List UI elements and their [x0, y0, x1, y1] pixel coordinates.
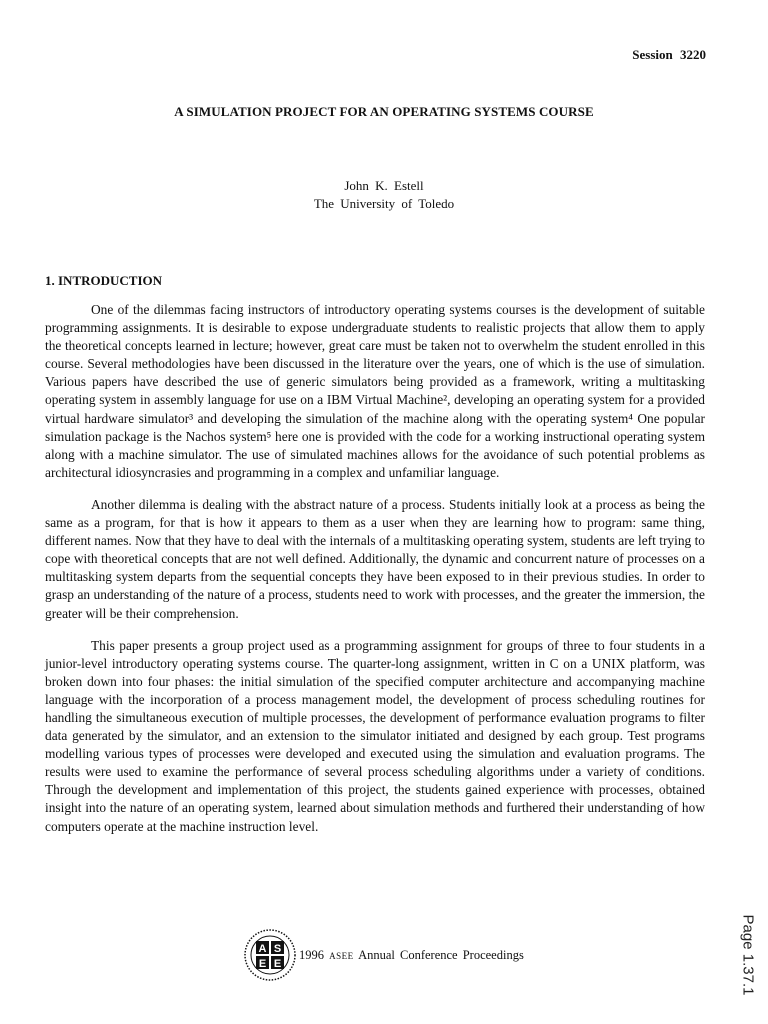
asee-seal-icon [243, 928, 297, 982]
paragraph: One of the dilemmas facing instructors of introductory operating systems courses is the development of suitable programming assignments. It is desirable to expose undergraduate students to realistic projects that allow them to apply the theoretical concepts learned in lecture; however, great care must be taken not to overwhelm the student enrolled in this course. Several methodologies have been discussed in the literature over the years, one of which is the use of simulation. Various papers have described the use of generic simulators being provided as a framework, writing a multitasking operating system in assembly language for use on a IBM Virtual Machine², developing an operating system for a provided virtual hardware simulator³ and developing the simulation of the machine along with the operating system⁴ One popular simulation package is the Nachos system⁵ here one is provided with the code for a working instructional operating system along with a machine simulator. The use of simulated machines allows for the avoidance of such potential problems as architectural idiosyncrasies and programming in a complex and unfamiliar language. [45, 302, 705, 480]
author-block [0, 177, 768, 213]
footer-proceedings: Annual Conference Proceedings [358, 947, 524, 962]
seal-letter: E [273, 958, 282, 970]
paper-title: A SIMULATION PROJECT FOR AN OPERATING SYSTEMS COURSE [174, 104, 594, 119]
section-heading: 1. INTRODUCTION [45, 273, 163, 288]
footer-org: ASEE [329, 950, 354, 961]
body-text [45, 301, 705, 850]
seal-letter: S [273, 943, 282, 955]
seal-letter: E [258, 958, 267, 970]
page-number: Page 1.37.1 [739, 914, 757, 996]
author-name: John K. Estell [344, 178, 424, 193]
footer-year: 1996 [299, 947, 324, 962]
paragraph: This paper presents a group project used as a programming assignment for groups of three to four students in a junior-level introductory operating systems course. The quarter-long assignment, written in C on a UNIX platform, was broken down into four phases: the initial simulation of the specified computer architecture and accompanying machine language with the incorporation of a process management model, the development of process scheduling routines for handling the simultaneous execution of multiple processes, the development of performance evaluation programs to filter data generated by the simulator, and an extension to the simulator initiated and designed by each group. Test programs modelling various types of processes were developed and executed using the simulation and evaluation programs. The results were used to examine the performance of several process scheduling algorithms under a variety of conditions. Through the development and implementation of this project, the students gained experience with processes, obtained insight into the nature of an operating system, learned about simulation methods and furthered their understanding of how computers operate at the machine instruction level. [45, 637, 705, 834]
footer [243, 928, 524, 982]
seal-letter: A [258, 943, 267, 955]
session-number: Session 3220 [632, 47, 706, 62]
author-affiliation: The University of Toledo [313, 196, 455, 211]
footer-text [299, 948, 524, 963]
paragraph: Another dilemma is dealing with the abstract nature of a process. Students initially look at a process as being the same as a program, for that is how it appears to them as a user when they are learning how to program: same thing, different names. Now that they have to deal with the internals of a multitasking operating system, students are left trying to cope with theoretical concepts that are not well defined. Additionally, the dynamic and concurrent nature of processes on a multitasking system departs from the sequential concepts they have been exposed to in their previous studies. In order to grasp an understanding of the nature of a process, students need to work with processes, and the greater the immersion, the greater will be their comprehension. [45, 496, 705, 621]
